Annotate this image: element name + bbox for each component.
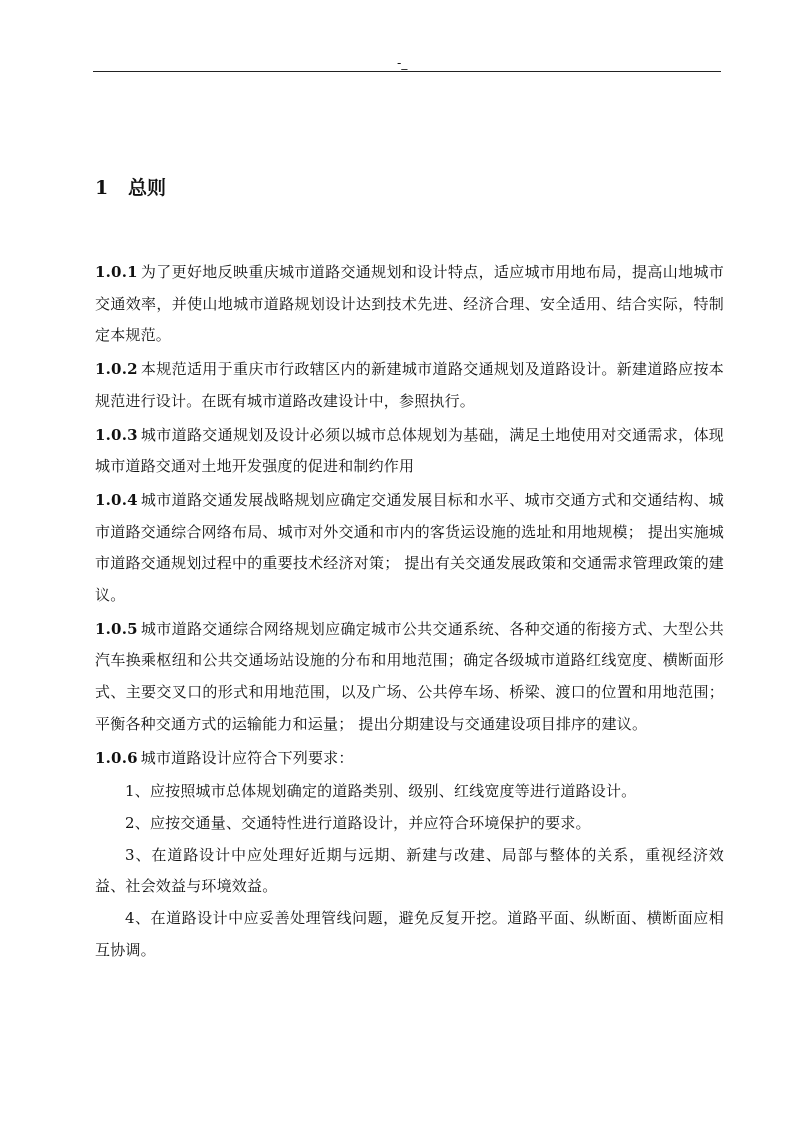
page-header-mark: -_ [397,56,408,70]
clause-number: 1.0.6 [95,748,138,767]
clause-text: 城市道路交通规划及设计必须以城市总体规划为基础，满足土地使用对交通需求，体现城市道路交通对土地开发强度的促进和制约作用 [95,425,724,476]
header-rule [93,71,721,72]
document-body [95,257,724,966]
clause-1-0-2 [95,354,724,417]
clause-number: 1.0.5 [95,619,138,638]
clause-number: 1.0.2 [95,360,138,379]
requirement-item: 1、应按照城市总体规划确定的道路类别、级别、红线宽度等进行道路设计。 [125,782,637,801]
requirement-item: 2、应按交通量、交通特性进行道路设计，并应符合环境保护的要求。 [125,813,591,832]
clause-text: 城市道路交通发展战略规划应确定交通发展目标和水平、城市交通方式和交通结构、城市道路交通综合网络布局、城市对外交通和市内的客货运设施的选址和用地规模； 提出实施城市道路交通规划过程中的重要技术经济对策； 提出有关交通发展政策和交通需求管理政策的建议。 [95,490,724,605]
clause-number: 1.0.3 [95,425,138,444]
clause-number: 1.0.4 [95,490,138,509]
clause-1-0-5 [95,614,724,741]
clause-text: 城市道路交通综合网络规划应确定城市公共交通系统、各种交通的衔接方式、大型公共汽车换乘枢纽和公共交通场站设施的分布和用地范围；确定各级城市道路红线宽度、横断面形式、主要交叉口的形式和用地范围，以及广场、公共停车场、桥梁、渡口的位置和用地范围； 平衡各种交通方式的运输能力和运量； 提出分期建设与交通建设项目排序的建议。 [95,619,724,733]
clause-text: 本规范适用于重庆市行政辖区内的新建城市道路交通规划及道路设计。新建道路应按本规范进行设计。在既有城市道路改建设计中，参照执行。 [95,360,724,410]
clause-1-0-4 [95,485,724,612]
clause-number: 1.0.1 [95,263,138,281]
requirement-item: 4、在道路设计中应妥善处理管线问题，避免反复开挖。道路平面、纵断面、横断面应相互协调。 [95,909,724,959]
clause-text: 为了更好地反映重庆城市道路交通规划和设计特点，适应城市用地布局，提高山地城市交通效率，并使山地城市道路规划设计达到技术先进、经济合理、安全适用、结合实际，特制定本规范。 [95,263,724,345]
chapter-title: 总则 [128,177,167,199]
clause-1-0-1 [95,257,724,352]
clause-1-0-6 [95,743,724,775]
chapter-heading [95,174,166,202]
requirement-item: 3、在道路设计中应处理好近期与远期、新建与改建、局部与整体的关系，重视经济效益、社会效益与环境效益。 [95,845,724,896]
clause-1-0-3 [95,420,724,483]
chapter-number: 1 [95,177,109,199]
clause-text: 城市道路设计应符合下列要求： [140,748,354,767]
